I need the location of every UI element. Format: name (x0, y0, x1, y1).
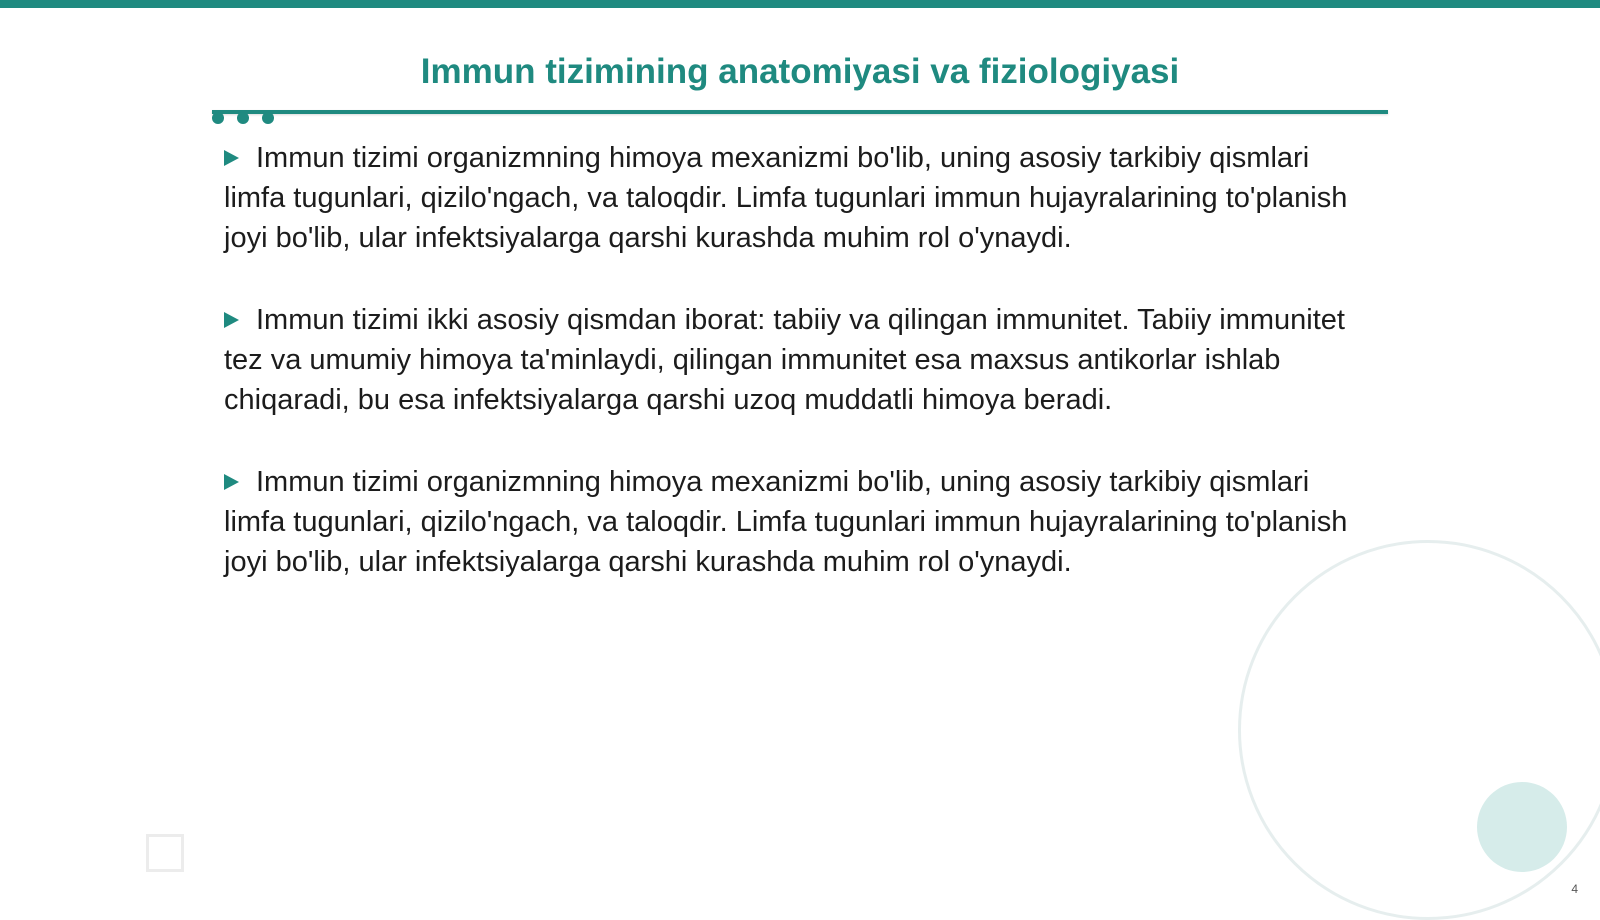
bullet-triangle-icon (224, 474, 239, 490)
decor-dot (262, 112, 274, 124)
decor-dot (212, 112, 224, 124)
decor-dot (237, 112, 249, 124)
decor-small-circle (1477, 782, 1567, 872)
slide-title: Immun tizimining anatomiyasi va fiziologiyasi (420, 52, 1180, 91)
bullet-list (224, 138, 1364, 624)
bullet-item (224, 138, 1364, 258)
bullet-item (224, 300, 1364, 420)
bullet-text: Immun tizimi ikki asosiy qismdan iborat: tabiiy va qilingan immunitet. Tabiiy immunitet tez va umumiy himoya ta'minlaydi, qilingan immunitet esa maxsus antikorlar ishlab chiqaradi, bu esa infektsiyalarga qarshi uzoq muddatli himoya beradi. (224, 304, 1345, 416)
bullet-triangle-icon (224, 150, 239, 166)
bullet-text: Immun tizimi organizmning himoya mexanizmi bo'lib, uning asosiy tarkibiy qismlari limfa tugunlari, qizilo'ngach, va taloqdir. Limfa tugunlari immun hujayralarining to'planish joyi bo'lib, ular infektsiyalarga qarshi kurashda muhim rol o'ynaydi. (224, 142, 1348, 254)
bullet-text: Immun tizimi organizmning himoya mexanizmi bo'lib, uning asosiy tarkibiy qismlari limfa tugunlari, qizilo'ngach, va taloqdir. Limfa tugunlari immun hujayralarining to'planish joyi bo'lib, ular infektsiyalarga qarshi kurashda muhim rol o'ynaydi. (224, 466, 1348, 578)
title-underline (212, 110, 1388, 114)
decor-square (146, 834, 184, 872)
bullet-triangle-icon (224, 312, 239, 328)
top-accent-bar (0, 0, 1600, 8)
bullet-item (224, 462, 1364, 582)
page-number: 4 (1571, 882, 1578, 896)
